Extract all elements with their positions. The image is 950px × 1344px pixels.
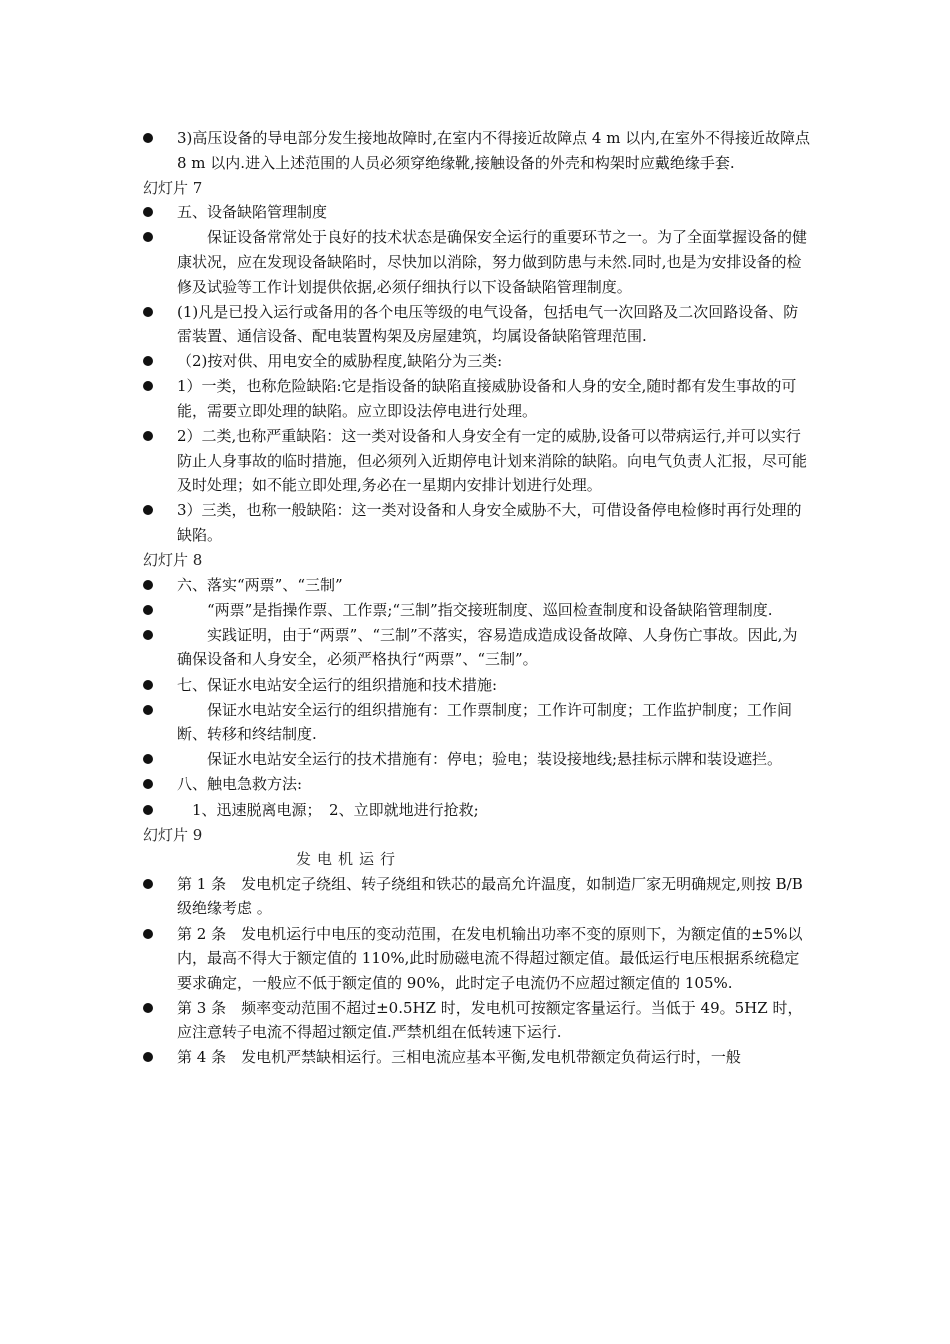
bullet-icon — [143, 431, 153, 441]
item-4 — [0, 300, 950, 349]
item-2 — [0, 200, 950, 225]
item-5 — [0, 349, 950, 374]
bullet-icon — [143, 232, 153, 242]
section-heading: 七、保证水电站安全运行的组织措施和技术措施: — [177, 675, 498, 694]
bullet-icon — [143, 207, 153, 217]
bullet-icon — [143, 133, 153, 143]
item-text: 保证水电站安全运行的组织措施有：工作票制度；工作许可制度；工作监护制度；工作间断、转移和终结制度. — [177, 700, 793, 744]
document-page — [0, 126, 950, 1071]
bullet-icon — [143, 605, 153, 615]
bullet-icon — [143, 754, 153, 764]
item-17 — [0, 798, 950, 823]
bullet-icon — [143, 805, 153, 815]
item-0 — [0, 126, 950, 175]
bullet-icon — [143, 929, 153, 939]
item-text: （2)按对供、用电安全的威胁程度,缺陷分为三类: — [177, 352, 503, 371]
bullet-icon — [143, 580, 153, 590]
item-text: 保证水电站安全运行的技术措施有：停电；验电；装设接地线;悬挂标示牌和装设遮拦。 — [177, 750, 783, 769]
bullet-icon — [143, 879, 153, 889]
article-text: 第 3 条 频率变动范围不超过±0.5HZ 时，发电机可按额定客量运行。当低于 49。5HZ 时，应注意转子电流不得超过额定值.严禁机组在低转速下运行. — [177, 998, 803, 1042]
section-title: 发电机运行 — [296, 850, 402, 869]
item-7 — [0, 424, 950, 498]
bullet-icon — [143, 1052, 153, 1062]
bullet-icon — [143, 1003, 153, 1013]
item-text: 1）一类，也称危险缺陷:它是指设备的缺陷直接威胁设备和人身的安全,随时都有发生事故的可能，需要立即处理的缺陷。应立即设法停电进行处理。 — [177, 377, 797, 421]
item-text: 2）二类,也称严重缺陷：这一类对设备和人身安全有一定的威胁,设备可以带病运行,并可以实行防止人身事故的临时措施，但必须列入近期停电计划来消除的缺陷。向电气负责人汇报，尽可能及时处理；如不能立即处理,务必在一星期内安排计划进行处理。 — [177, 427, 808, 495]
section-heading: 八、触电急救方法: — [177, 775, 303, 794]
bullet-icon — [143, 307, 153, 317]
section-heading: 六、落实“两票”、“三制” — [177, 575, 343, 594]
item-text: 实践证明，由于“两票”、“三制”不落实，容易造成造成设备故障、人身伤亡事故。因此,为确保设备和人身安全，必须严格执行“两票”、“三制”。 — [177, 625, 798, 669]
bullet-icon — [143, 680, 153, 690]
item-23 — [0, 1045, 950, 1070]
item-13 — [0, 673, 950, 698]
item-text: 1、迅速脱离电源； 2、立即就地进行抢救; — [177, 800, 479, 819]
bullet-icon — [143, 381, 153, 391]
item-text: 保证设备常常处于良好的技术状态是确保安全运行的重要环节之一。为了全面掌握设备的健康状况，应在发现设备缺陷时，尽快加以消除，努力做到防患与未然.同时,也是为安排设备的检修及试验等工作计划提供依据,必须仔细执行以下设备缺陷管理制度。 — [177, 228, 808, 296]
bullet-icon — [143, 779, 153, 789]
item-21 — [0, 922, 950, 996]
item-12 — [0, 623, 950, 672]
section-heading: 五、设备缺陷管理制度 — [177, 203, 328, 222]
bullet-icon — [143, 630, 153, 640]
article-text: 第 2 条 发电机运行中电压的变动范围，在发电机输出功率不变的原则下，为额定值的±5%以内，最高不得大于额定值的 110%,此时励磁电流不得超过额定值。最低运行电压根据系统稳定要求确定，一般应不低于额定值的 90%，此时定子电流仍不应超过额定值的 105%. — [177, 924, 803, 992]
bullet-icon — [143, 356, 153, 366]
item-10 — [0, 573, 950, 598]
item-22 — [0, 996, 950, 1045]
slide-label: 幻灯片 9 — [143, 825, 203, 844]
item-6 — [0, 374, 950, 423]
item-16 — [0, 772, 950, 797]
item-text: 3）三类，也称一般缺陷：这一类对设备和人身安全威胁不大，可借设备停电检修时再行处理的缺陷。 — [177, 501, 802, 544]
item-15 — [0, 747, 950, 772]
slide-label: 幻灯片 7 — [143, 178, 203, 197]
item-8 — [0, 498, 950, 547]
slide-label: 幻灯片 8 — [143, 551, 203, 570]
item-text: (1)凡是已投入运行或备用的各个电压等级的电气设备，包括电气一次回路及二次回路设备、防雷装置、通信设备、配电装置构架及房屋建筑，均属设备缺陷管理范围. — [177, 302, 799, 346]
item-3 — [0, 225, 950, 299]
bullet-icon — [143, 705, 153, 715]
bullet-icon — [143, 505, 153, 515]
item-text: 3)高压设备的导电部分发生接地故障时,在室内不得接近故障点 4 m 以内,在室外不得接近故障点 8 m 以内.进入上述范围的人员必须穿绝缘靴,接触设备的外壳和构架时应戴绝缘手套. — [177, 129, 811, 172]
item-text: “两票”是指操作票、工作票;“三制”指交接班制度、巡回检查制度和设备缺陷管理制度. — [177, 600, 773, 619]
article-text: 第 4 条 发电机严禁缺相运行。三相电流应基本平衡,发电机带额定负荷运行时，一般 — [177, 1048, 741, 1067]
item-11 — [0, 598, 950, 623]
item-20 — [0, 872, 950, 921]
article-text: 第 1 条 发电机定子绕组、转子绕组和铁芯的最高允许温度，如制造厂家无明确规定,则按 B/B 级绝缘考虑 。 — [177, 874, 803, 918]
item-14 — [0, 698, 950, 747]
